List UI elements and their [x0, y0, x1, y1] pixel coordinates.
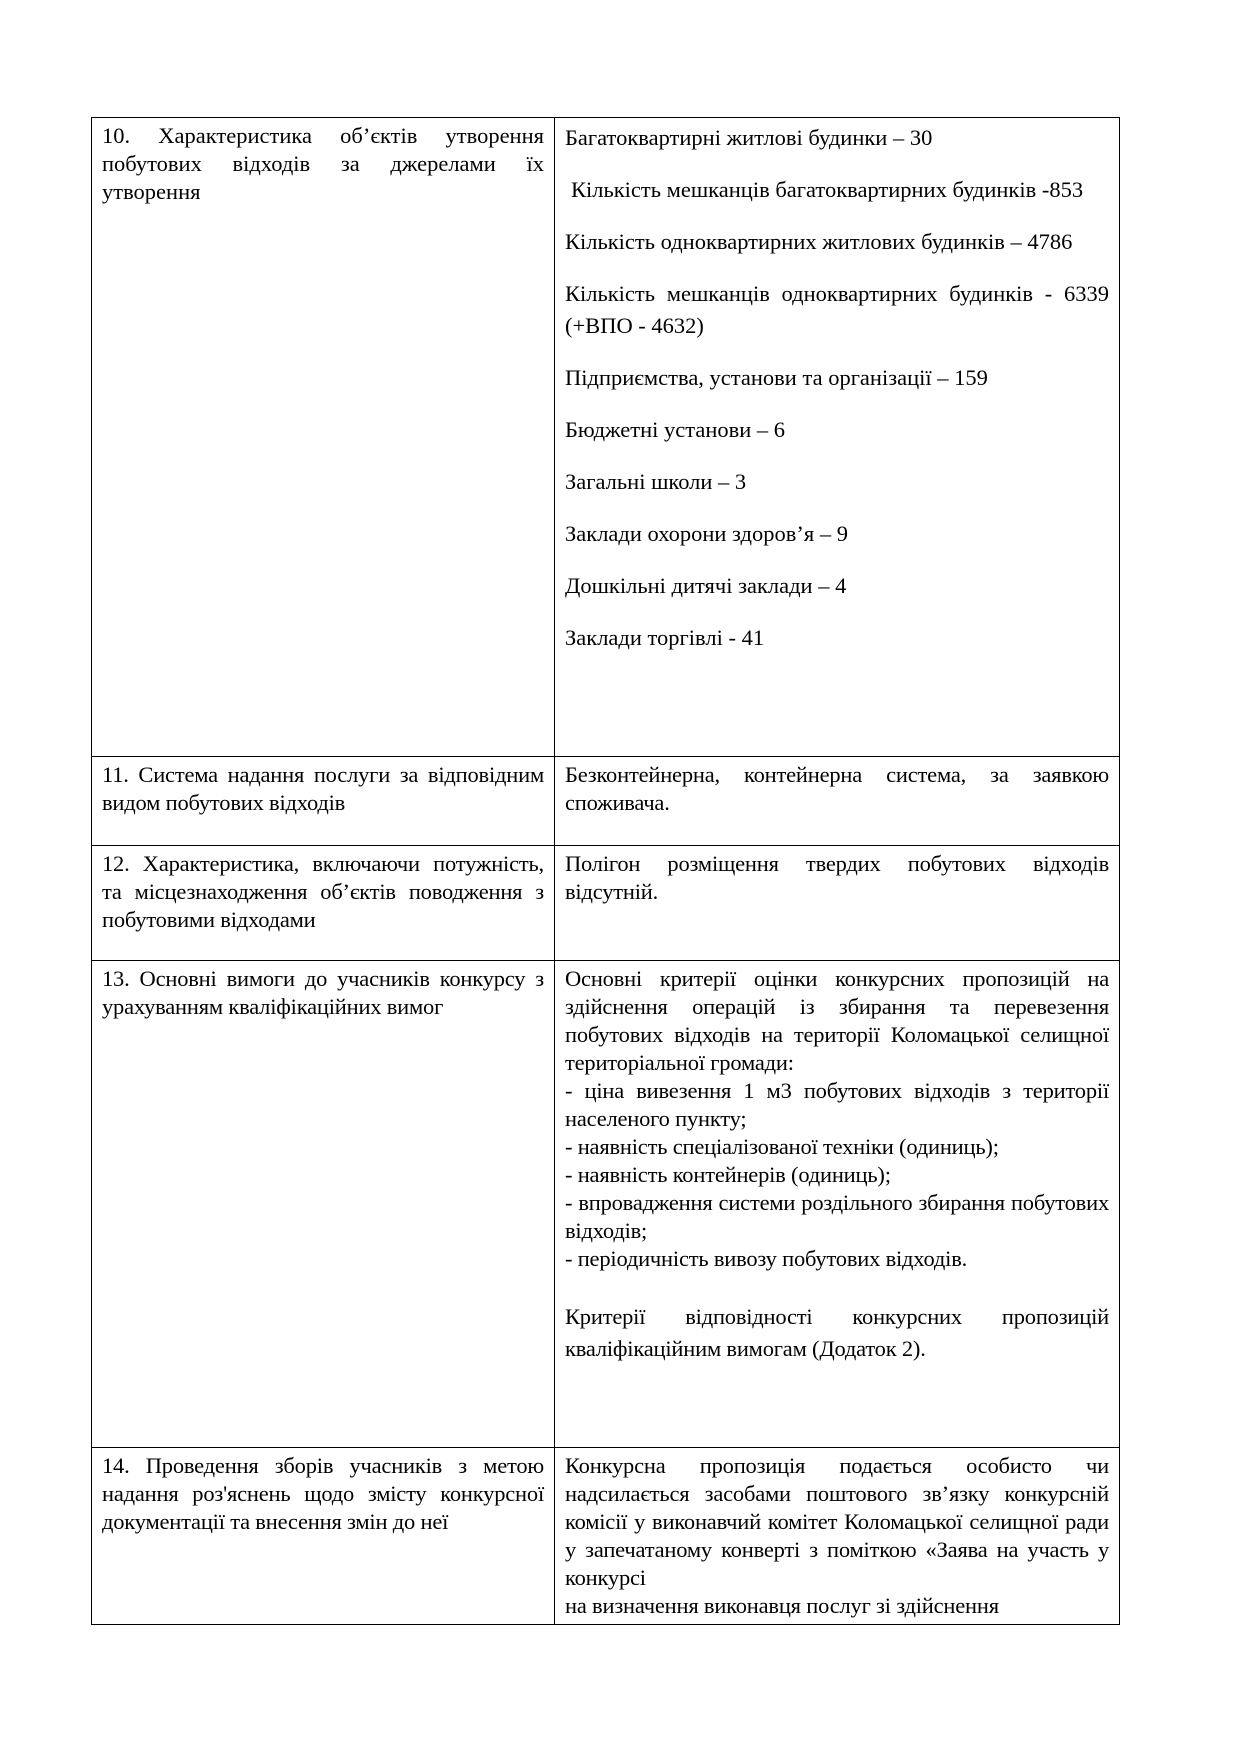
submission-text-continued: на визначення виконавця послуг зі здійснення	[565, 1593, 999, 1618]
row-12-value: Полігон розміщення твердих побутових відходів відсутній.	[555, 846, 1120, 961]
table-row-14	[92, 1448, 1120, 1625]
table-row-10	[92, 118, 1120, 757]
table-row-11	[92, 757, 1120, 846]
row-10-value	[555, 118, 1120, 757]
criteria-item: - періодичність вивозу побутових відходів.	[565, 1246, 968, 1271]
row-13-value	[555, 961, 1120, 1448]
row-10-item: Кількість мешканців одноквартирних будинків - 6339 (+ВПО - 4632)	[565, 281, 1109, 338]
criteria-item: - наявність контейнерів (одиниць);	[565, 1162, 891, 1187]
criteria-item: - наявність спеціалізованої техніки (одиниць);	[565, 1134, 999, 1159]
table-row-12	[92, 846, 1120, 961]
row-10-label: 10. Характеристика об’єктів утворення побутових відходів за джерелами їх утворення	[92, 118, 555, 757]
criteria-item: - впровадження системи роздільного збирання побутових відходів;	[565, 1190, 1109, 1243]
row-14-label: 14. Проведення зборів учасників з метою надання роз'яснень щодо змісту конкурсної документації та внесення змін до неї	[92, 1448, 555, 1625]
row-10-item: Заклади охорони здоров’я – 9	[565, 521, 848, 546]
row-10-item: Підприємства, установи та організації – 159	[565, 365, 988, 390]
row-11-label: 11. Система надання послуги за відповідним видом побутових відходів	[92, 757, 555, 846]
row-14-value	[555, 1448, 1120, 1625]
requirements-table	[91, 117, 1120, 1625]
row-11-value: Безконтейнерна, контейнерна система, за заявкою споживача.	[555, 757, 1120, 846]
row-10-item: Бюджетні установи – 6	[565, 417, 786, 442]
row-10-item: Дошкільні дитячі заклади – 4	[565, 573, 847, 598]
row-10-item: Кількість одноквартирних житлових будинків – 4786	[565, 229, 1073, 254]
spacer	[565, 1273, 1109, 1301]
criteria-intro: Основні критерії оцінки конкурсних пропозицій на здійснення операцій із збирання та перевезення побутових відходів на території Коломацької селищної територіальної громади:	[565, 966, 1109, 1075]
row-12-label: 12. Характеристика, включаючи потужність, та місцезнаходження об’єктів поводження з побутовими відходами	[92, 846, 555, 961]
submission-text: Конкурсна пропозиція подається особисто чи надсилається засобами поштового зв’язку конкурсній комісії у виконавчий комітет Коломацької селищної ради у запечатаному конверті з поміткою «Заява на участь у конкурсі	[565, 1453, 1109, 1590]
row-10-item: Кількість мешканців багатоквартирних будинків -853	[571, 177, 1084, 202]
row-10-item: Загальні школи – 3	[565, 469, 747, 494]
qualification-criteria: Критерії відповідності конкурсних пропозицій кваліфікаційним вимогам (Додаток 2).	[565, 1304, 1109, 1361]
row-13-label: 13. Основні вимоги до учасників конкурсу з урахуванням кваліфікаційних вимог	[92, 961, 555, 1448]
row-10-item: Багатоквартирні житлові будинки – 30	[565, 125, 933, 150]
table-row-13	[92, 961, 1120, 1448]
row-10-item: Заклади торгівлі - 41	[565, 625, 765, 650]
criteria-item: - ціна вивезення 1 м3 побутових відходів з території населеного пункту;	[565, 1078, 1109, 1131]
